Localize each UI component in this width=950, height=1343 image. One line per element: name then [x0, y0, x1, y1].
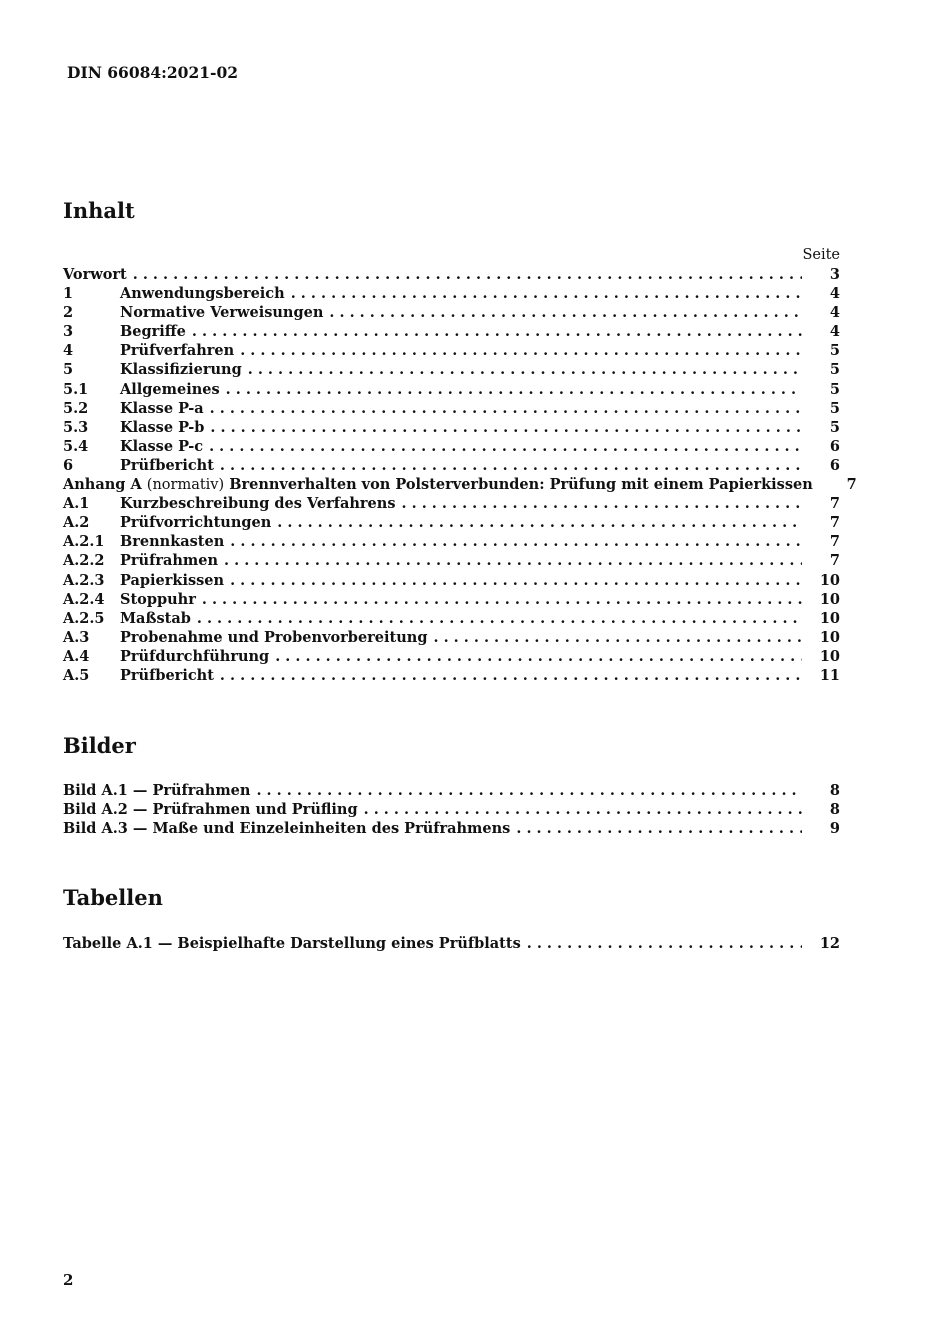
toc-entry-number: 5	[63, 361, 74, 379]
toc-entry-title: Probenahme und Probenvorbereitung	[120, 628, 428, 646]
toc-entry-annex[interactable]	[63, 475, 857, 494]
toc-entry-title: Normative Verweisungen	[120, 304, 324, 322]
annex-label: Anhang A	[63, 476, 142, 494]
toc-entry-number: 2	[63, 304, 74, 322]
dot-leader	[240, 341, 802, 360]
toc-entry-page: 10	[819, 647, 840, 665]
toc-entry-number: 5.3	[63, 418, 89, 436]
dot-leader	[329, 303, 802, 322]
toc-entry[interactable]	[63, 456, 840, 475]
toc-entry[interactable]	[63, 380, 840, 399]
toc-entry-page: 10	[819, 628, 840, 646]
toc-entry-page: 7	[829, 552, 840, 570]
toc-entry[interactable]	[63, 609, 840, 628]
dot-leader	[230, 532, 802, 551]
toc-entry-page: 10	[819, 609, 840, 627]
toc-entry-title: Kurzbeschreibung des Verfahrens	[120, 495, 396, 513]
toc-entry-title: Vorwort	[63, 266, 127, 283]
dot-leader	[202, 590, 802, 609]
dot-leader	[527, 934, 802, 953]
dot-leader	[192, 322, 802, 341]
toc-entry[interactable]	[63, 628, 840, 647]
dot-leader	[277, 513, 802, 532]
dot-leader	[209, 437, 802, 456]
toc-entry-page: 5	[829, 342, 840, 360]
toc-entry-number: A.2.5	[63, 609, 105, 627]
toc-entry[interactable]	[63, 513, 840, 532]
figure-entry-page: 9	[829, 820, 840, 838]
toc-entry-title: Prüfbericht	[120, 456, 214, 474]
toc-entry-title: Begriffe	[120, 323, 186, 341]
toc-entry-number: A.5	[63, 666, 90, 684]
toc-entry-page: 5	[829, 361, 840, 379]
contents-list	[63, 265, 857, 685]
document-id: DIN 66084:2021-02	[67, 63, 239, 82]
toc-entry-title: Klasse P-c	[120, 437, 204, 455]
toc-entry-page: 7	[846, 476, 857, 494]
dot-leader	[220, 456, 802, 475]
dot-leader	[402, 494, 803, 513]
toc-entry-page: 10	[819, 590, 840, 608]
toc-entry[interactable]	[63, 265, 840, 284]
toc-entry-title: Klasse P-b	[120, 418, 205, 436]
toc-entry[interactable]	[63, 666, 840, 685]
toc-entry-page: 5	[829, 380, 840, 398]
figures-list	[63, 781, 840, 838]
toc-entry[interactable]	[63, 399, 840, 418]
toc-entry-title	[63, 475, 813, 495]
toc-entry[interactable]	[63, 418, 840, 437]
dot-leader	[210, 418, 802, 437]
tables-heading: Tabellen	[63, 885, 163, 910]
toc-entry[interactable]	[63, 647, 840, 666]
dot-leader	[433, 628, 802, 647]
toc-entry-title: Prüfverfahren	[120, 342, 235, 360]
toc-entry-number: A.2	[63, 514, 90, 532]
toc-entry-title: Klasse P-a	[120, 399, 204, 417]
figure-entry-title: Bild A.3 — Maße und Einzeleinheiten des Prüfrahmens	[63, 820, 511, 838]
toc-entry-page: 6	[829, 456, 840, 474]
dot-leader	[226, 380, 802, 399]
toc-entry-number: 4	[63, 342, 74, 360]
figure-entry-page: 8	[829, 801, 840, 819]
dot-leader	[224, 551, 802, 570]
dot-leader	[133, 265, 802, 284]
toc-entry[interactable]	[63, 360, 840, 379]
page-column-label: Seite	[802, 247, 840, 263]
toc-entry-number: A.2.1	[63, 533, 105, 551]
toc-entry-number: A.2.2	[63, 552, 105, 570]
toc-entry-title: Brennkasten	[120, 533, 225, 551]
toc-entry-title: Prüfrahmen	[120, 552, 219, 570]
toc-entry[interactable]	[63, 532, 840, 551]
dot-leader	[248, 360, 802, 379]
tables-list	[63, 934, 840, 953]
annex-qualifier: (normativ)	[146, 477, 225, 494]
toc-entry-title: Prüfvorrichtungen	[120, 514, 272, 532]
figure-entry[interactable]	[63, 819, 840, 838]
toc-entry-page: 10	[819, 571, 840, 589]
toc-entry-title: Anwendungsbereich	[120, 285, 285, 303]
toc-entry[interactable]	[63, 494, 840, 513]
toc-entry-number: A.3	[63, 628, 90, 646]
dot-leader	[210, 399, 802, 418]
toc-entry[interactable]	[63, 284, 840, 303]
figure-entry[interactable]	[63, 781, 840, 800]
toc-entry-page: 7	[829, 514, 840, 532]
dot-leader	[220, 666, 802, 685]
toc-entry[interactable]	[63, 341, 840, 360]
toc-entry-page: 5	[829, 418, 840, 436]
toc-entry[interactable]	[63, 303, 840, 322]
toc-entry-number: A.4	[63, 647, 90, 665]
toc-entry-page: 4	[829, 323, 840, 341]
toc-entry-number: A.1	[63, 495, 90, 513]
annex-title: Brennverhalten von Polsterverbunden: Prüfung mit einem Papierkissen	[229, 476, 813, 494]
toc-entry[interactable]	[63, 437, 840, 456]
toc-entry-page: 3	[829, 266, 840, 283]
toc-entry-number: 5.2	[63, 399, 89, 417]
toc-entry-page: 5	[829, 399, 840, 417]
toc-entry-number: 5.1	[63, 380, 89, 398]
figure-entry-page: 8	[829, 782, 840, 799]
dot-leader	[256, 781, 802, 800]
toc-entry[interactable]	[63, 322, 840, 341]
table-entry-page: 12	[819, 935, 840, 952]
figure-entry[interactable]	[63, 800, 840, 819]
toc-entry-number: 1	[63, 285, 74, 303]
toc-entry-title: Papierkissen	[120, 571, 225, 589]
toc-entry-title: Prüfbericht	[120, 666, 214, 684]
toc-entry-title: Allgemeines	[120, 380, 220, 398]
dot-leader	[291, 284, 802, 303]
page-number: 2	[63, 1271, 74, 1289]
dot-leader	[197, 609, 802, 628]
toc-entry-page: 7	[829, 495, 840, 513]
table-entry[interactable]	[63, 934, 840, 953]
figure-entry-title: Bild A.1 — Prüfrahmen	[63, 782, 251, 799]
toc-entry-page: 4	[829, 304, 840, 322]
toc-entry-number: A.2.4	[63, 590, 105, 608]
dot-leader	[364, 800, 802, 819]
toc-entry-page: 6	[829, 437, 840, 455]
toc-entry[interactable]	[63, 590, 840, 609]
dot-leader	[516, 819, 802, 838]
toc-entry-page: 7	[829, 533, 840, 551]
figures-heading: Bilder	[63, 733, 136, 758]
toc-entry[interactable]	[63, 551, 840, 570]
dot-leader	[230, 571, 802, 590]
figure-entry-title: Bild A.2 — Prüfrahmen und Prüfling	[63, 801, 358, 819]
toc-entry-title: Klassifizierung	[120, 361, 242, 379]
table-entry-title: Tabelle A.1 — Beispielhafte Darstellung eines Prüfblatts	[63, 935, 521, 952]
toc-entry-page: 11	[819, 666, 840, 684]
toc-entry-title: Prüfdurchführung	[120, 647, 270, 665]
toc-entry-number: 5.4	[63, 437, 89, 455]
toc-entry-number: 6	[63, 456, 74, 474]
toc-entry-page: 4	[829, 285, 840, 303]
dot-leader	[275, 647, 802, 666]
toc-entry[interactable]	[63, 571, 840, 590]
contents-heading: Inhalt	[63, 198, 135, 223]
toc-entry-title: Stoppuhr	[120, 590, 196, 608]
toc-entry-number: A.2.3	[63, 571, 105, 589]
toc-entry-number: 3	[63, 323, 74, 341]
toc-entry-title: Maßstab	[120, 609, 191, 627]
